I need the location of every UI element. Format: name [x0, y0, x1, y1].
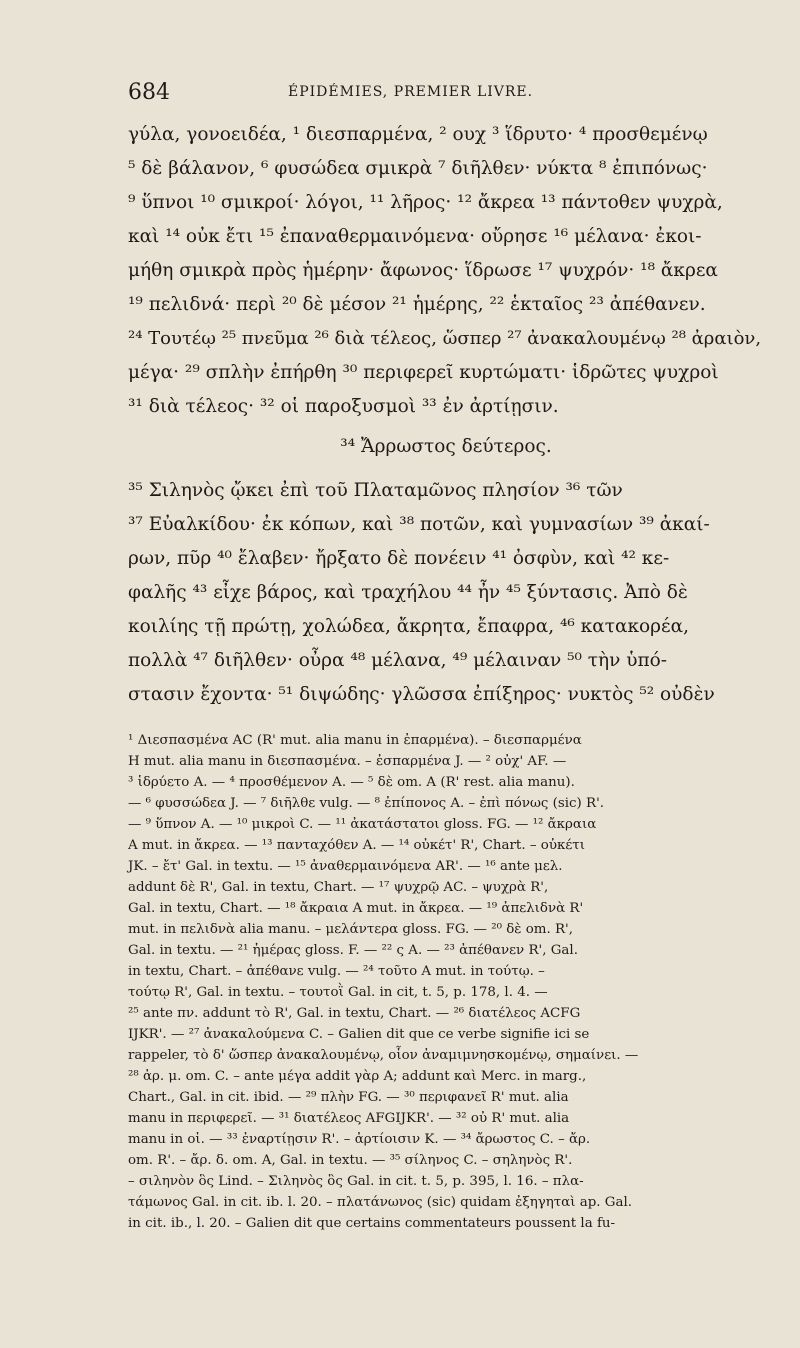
- footnote-line: ²⁸ ἀρ. μ. om. C. – ante μέγα addit γὰρ A; addunt καὶ Merc. in marg.,: [128, 1069, 587, 1084]
- text-line: ⁵ δὲ βάλανον, ⁶ φυσώδεα σμικρὰ ⁷ διῆλθεν· νύκτα ⁸ ἐπιπόνως·: [128, 158, 708, 179]
- footnote-line: H mut. alia manu in διεσπασμένα. – ἐσπαρμένα J. — ² οὐχ' AF. —: [128, 754, 567, 769]
- footnote-line: JK. – ἔτ' Gal. in textu. — ¹⁵ ἀναθερμαινόμενα AR'. — ¹⁶ ante μελ.: [128, 859, 563, 874]
- running-title: ÉPIDÉMIES, PREMIER LIVRE.: [288, 84, 534, 100]
- footnote-line: — ⁶ φυσσώδεα J. — ⁷ διῆλθε vulg. — ⁸ ἐπίπονος A. – ἐπὶ πόνως (sic) R'.: [128, 796, 605, 811]
- footnote-line: ¹ Διεσπασμένα AC (R' mut. alia manu in ἐπαρμένα). – διεσπαρμένα: [128, 733, 582, 748]
- footnote-line: in cit. ib., l. 20. – Galien dit que certains commentateurs poussent la fu-: [128, 1216, 616, 1231]
- text-line: ρων, πῦρ ⁴⁰ ἔλαβεν· ἤρξατο δὲ πονέειν ⁴¹ ὀσφὺν, καὶ ⁴² κε-: [128, 548, 670, 569]
- footnote-line: τάμωνος Gal. in cit. ib. l. 20. – πλατάνωνος (sic) quidam ἐξηγηταὶ ap. Gal.: [128, 1195, 633, 1210]
- text-line: ³¹ διὰ τέλεος· ³² οἱ παροξυσμοὶ ³³ ἐν ἀρτίῃσιν.: [128, 396, 559, 417]
- footnote-line: mut. in πελιδνὰ alia manu. – μελάντερα gloss. FG. — ²⁰ δὲ om. R',: [128, 922, 573, 937]
- text-line: κοιλίης τῇ πρώτῃ, χολώδεα, ἄκρητα, ἔπαφρα, ⁴⁶ κατακορέα,: [128, 616, 689, 637]
- footnote-line: in textu, Chart. – ἀπέθανε vulg. — ²⁴ τοῦτο A mut. in τούτῳ. –: [128, 964, 545, 979]
- footnote-line: ²⁵ ante πν. addunt τὸ R', Gal. in textu, Chart. — ²⁶ διατέλεος ACFG: [128, 1006, 581, 1021]
- footnote-line: IJKR'. — ²⁷ ἀνακαλούμενα C. – Galien dit que ce verbe signifie ici se: [128, 1027, 590, 1042]
- footnote-line: A mut. in ἄκρεα. — ¹³ πανταχόθεν A. — ¹⁴ οὐκέτ' R', Chart. – οὐκέτι: [128, 838, 585, 853]
- text-line: ³⁷ Εὐαλκίδου· ἐκ κόπων, καὶ ³⁸ ποτῶν, καὶ γυμνασίων ³⁹ ἀκαί-: [128, 514, 710, 535]
- text-line: ⁹ ὕπνοι ¹⁰ σμικροί· λόγοι, ¹¹ λῆρος· ¹² ἄκρεα ¹³ πάντοθεν ψυχρὰ,: [128, 192, 723, 213]
- footnote-line: ³ ἱδρύετο A. — ⁴ προσθέμενον A. — ⁵ δὲ om. A (R' rest. alia manu).: [128, 775, 575, 790]
- footnote-line: addunt δὲ R', Gal. in textu, Chart. — ¹⁷ ψυχρῷ AC. – ψυχρὰ R',: [128, 880, 549, 895]
- text-line: φαλῆς ⁴³ εἶχε βάρος, καὶ τραχήλου ⁴⁴ ἦν ⁴⁵ ξύντασις. Ἀπὸ δὲ: [128, 582, 688, 603]
- footnote-line: manu in οἱ. — ³³ ἐναρτίῃσιν R'. – ἀρτίοισιν K. — ³⁴ ἄρωστος C. – ἄρ.: [128, 1132, 591, 1147]
- page-number: 684: [128, 80, 170, 105]
- text-line: μήθη σμικρὰ πρὸς ἡμέρην· ἄφωνος· ἵδρωσε ¹⁷ ψυχρόν· ¹⁸ ἄκρεα: [128, 260, 718, 281]
- footnote-line: – σιληνὸν ὃς Lind. – Σιληνὸς ὃς Gal. in cit. t. 5, p. 395, l. 16. – πλα-: [128, 1174, 584, 1189]
- footnote-line: rappeler, τὸ δ' ὥσπερ ἀνακαλουμένῳ, οἷον ἀναμιμνησκομένῳ, σημαίνει. —: [128, 1048, 639, 1063]
- footnote-line: Chart., Gal. in cit. ibid. — ²⁹ πλὴν FG. — ³⁰ περιφανεῖ R' mut. alia: [128, 1090, 569, 1105]
- footnote-line: manu in περιφερεῖ. — ³¹ διατέλεος AFGIJKR'. — ³² οὐ R' mut. alia: [128, 1111, 570, 1126]
- text-line: γύλα, γονοειδέα, ¹ διεσπαρμένα, ² ουχ ³ ἵδρυτο· ⁴ προσθεμένῳ: [128, 124, 708, 145]
- text-line: ¹⁹ πελιδνά· περὶ ²⁰ δὲ μέσον ²¹ ἡμέρης, ²² ἑκταῖος ²³ ἀπέθανεν.: [128, 294, 706, 315]
- footnote-line: Gal. in textu, Chart. — ¹⁸ ἄκραια A mut. in ἄκρεα. — ¹⁹ ἀπελιδνὰ R': [128, 901, 584, 916]
- text-line: ³⁵ Σιληνὸς ᾤκει ἐπὶ τοῦ Πλαταμῶνος πλησίον ³⁶ τῶν: [128, 480, 623, 501]
- footnote-line: om. R'. – ἄρ. δ. om. A, Gal. in textu. — ³⁵ σίληνος C. – σηληνὸς R'.: [128, 1153, 573, 1168]
- footnote-line: Gal. in textu. — ²¹ ἡμέρας gloss. F. — ²² ς A. — ²³ ἀπέθανεν R', Gal.: [128, 943, 578, 958]
- text-line: πολλὰ ⁴⁷ διῆλθεν· οὖρα ⁴⁸ μέλανα, ⁴⁹ μέλαιναν ⁵⁰ τὴν ὑπό-: [128, 650, 668, 671]
- text-line: μέγα· ²⁹ σπλὴν ἐπήρθη ³⁰ περιφερεῖ κυρτώματι· ἱδρῶτες ψυχροὶ: [128, 362, 719, 383]
- page-header: [128, 80, 768, 110]
- text-line: στασιν ἔχοντα· ⁵¹ διψώδης· γλῶσσα ἐπίξηρος· νυκτὸς ⁵² οὐδὲν: [128, 684, 715, 705]
- case-heading: ³⁴ Ἄρρωστος δεύτερος.: [340, 436, 552, 457]
- footnote-line: — ⁹ ὕπνον A. — ¹⁰ μικροὶ C. — ¹¹ ἀκατάστατοι gloss. FG. — ¹² ἄκραια: [128, 817, 597, 832]
- text-line: καὶ ¹⁴ οὐκ ἔτι ¹⁵ ἐπαναθερμαινόμενα· οὔρησε ¹⁶ μέλανα· ἐκοι-: [128, 226, 702, 247]
- footnote-line: τούτῳ R', Gal. in textu. – τουτοῒ Gal. in cit, t. 5, p. 178, l. 4. —: [128, 985, 548, 1000]
- text-line: ²⁴ Τουτέῳ ²⁵ πνεῦμα ²⁶ διὰ τέλεος, ὥσπερ ²⁷ ἀνακαλουμένῳ ²⁸ ἀραιὸν,: [128, 328, 762, 349]
